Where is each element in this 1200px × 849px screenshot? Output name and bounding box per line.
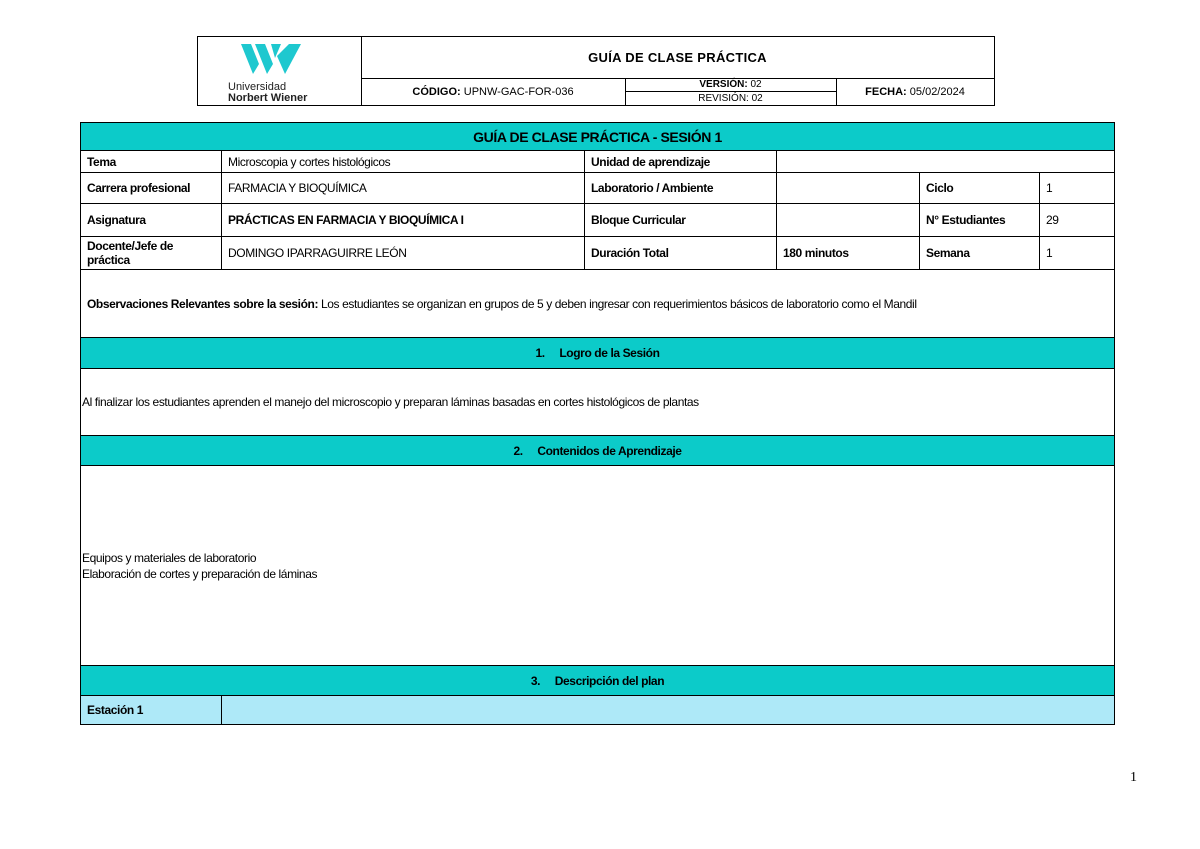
revision-label: REVISIÓN:	[698, 93, 749, 104]
logro-title-row	[81, 338, 1115, 369]
revision-row	[625, 92, 836, 105]
estudiantes-label: N° Estudiantes	[920, 204, 1040, 237]
contenidos-cell	[81, 466, 1115, 666]
observaciones-row	[81, 270, 1115, 338]
codigo-label: CÓDIGO:	[412, 85, 461, 98]
duracion-value: 180 minutos	[777, 237, 920, 270]
ciclo-value: 1	[1040, 173, 1115, 204]
version-value: 02	[750, 79, 762, 90]
unidad-value	[777, 151, 1115, 173]
revision-value: 02	[751, 93, 763, 104]
page-number: 1	[1130, 770, 1137, 785]
header-title: GUÍA DE CLASE PRÁCTICA	[361, 37, 994, 79]
plan-title-row	[81, 666, 1115, 696]
logro-text: Al finalizar los estudiantes aprenden el manejo del microscopio y preparan láminas basadas en cortes histológicos de plantas	[81, 369, 1115, 436]
contenidos-item: Equipos y materiales de laboratorio	[82, 550, 257, 565]
tema-label: Tema	[81, 151, 222, 173]
laboratorio-value	[777, 173, 920, 204]
session-title: GUÍA DE CLASE PRÁCTICA - SESIÓN 1	[81, 123, 1115, 151]
estacion-row	[81, 696, 1115, 725]
carrera-label: Carrera profesional	[81, 173, 222, 204]
duracion-label: Duración Total	[585, 237, 777, 270]
asignatura-value: PRÁCTICAS EN FARMACIA Y BIOQUÍMICA I	[222, 204, 585, 237]
logro-title: 1. Logro de la Sesión	[81, 338, 1115, 369]
university-logo-icon	[241, 42, 303, 76]
docente-label: Docente/Jefe de práctica	[81, 237, 222, 270]
laboratorio-label: Laboratorio / Ambiente	[585, 173, 777, 204]
estacion-value	[222, 696, 1115, 725]
carrera-value: FARMACIA Y BIOQUÍMICA	[222, 173, 585, 204]
ciclo-label: Ciclo	[920, 173, 1040, 204]
fecha-label: FECHA:	[865, 85, 907, 98]
contenidos-title-row	[81, 436, 1115, 466]
estacion-label: Estación 1	[81, 696, 222, 725]
contenidos-row	[81, 466, 1115, 666]
table-row	[81, 237, 1115, 270]
semana-value: 1	[1040, 237, 1115, 270]
table-row	[81, 173, 1115, 204]
observaciones-label: Observaciones Relevantes sobre la sesión:	[87, 296, 319, 311]
table-row	[81, 151, 1115, 173]
observaciones-cell	[81, 270, 1115, 338]
contenidos-title: 2. Contenidos de Aprendizaje	[81, 436, 1115, 466]
header-fecha	[836, 78, 994, 105]
observaciones-value: Los estudiantes se organizan en grupos de 5 y deben ingresar con requerimientos básicos de laboratorio como el Mandil	[321, 296, 917, 311]
asignatura-label: Asignatura	[81, 204, 222, 237]
logo-text-name: Norbert Wiener	[228, 92, 308, 104]
fecha-value: 05/02/2024	[909, 85, 965, 98]
table-row	[81, 204, 1115, 237]
docente-value: DOMINGO IPARRAGUIRRE LEÓN	[222, 237, 585, 270]
logo-text-universidad: Universidad	[228, 81, 287, 93]
logo-cell	[198, 37, 362, 105]
bloque-label: Bloque Curricular	[585, 204, 777, 237]
tema-value: Microscopia y cortes histológicos	[222, 151, 585, 173]
version-row	[625, 78, 836, 92]
document-header	[197, 36, 995, 106]
version-label: VERSIÓN:	[699, 79, 748, 90]
semana-label: Semana	[920, 237, 1040, 270]
bloque-value	[777, 204, 920, 237]
session-table	[80, 122, 1115, 725]
logro-row	[81, 369, 1115, 436]
header-version	[625, 78, 837, 105]
codigo-value: UPNW-GAC-FOR-036	[463, 85, 574, 98]
unidad-label: Unidad de aprendizaje	[585, 151, 777, 173]
header-codigo	[361, 78, 626, 105]
session-title-row	[81, 123, 1115, 151]
plan-title: 3. Descripción del plan	[81, 666, 1115, 696]
contenidos-item: Elaboración de cortes y preparación de láminas	[82, 566, 318, 581]
estudiantes-value: 29	[1040, 204, 1115, 237]
